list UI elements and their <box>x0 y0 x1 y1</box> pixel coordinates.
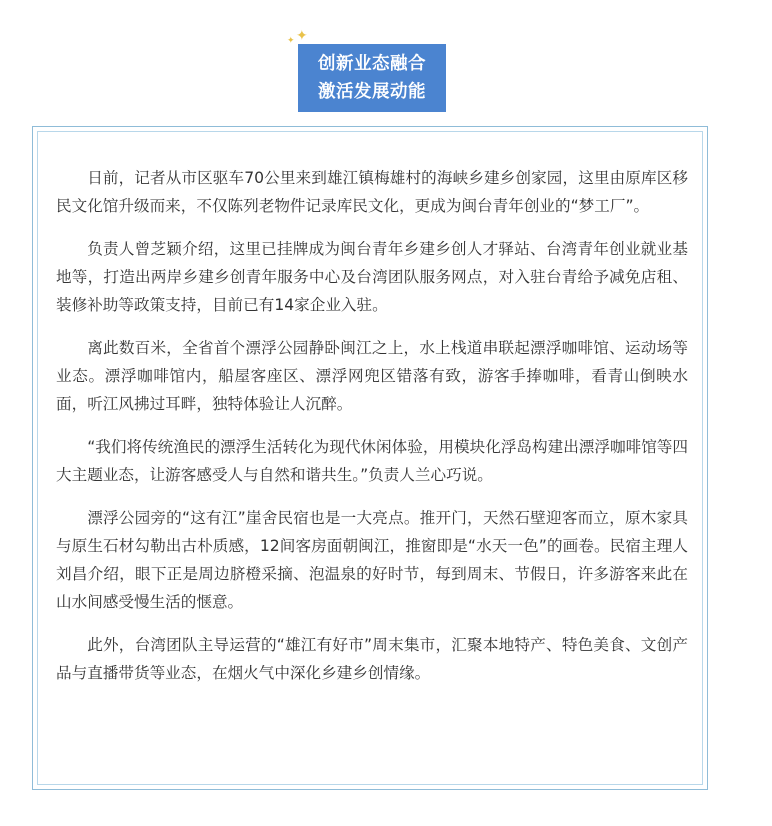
section-title-badge <box>298 44 446 112</box>
sparkle-small-icon: ✦ <box>287 36 295 46</box>
sparkle-icon: ✦ <box>296 28 308 44</box>
section-title-line-1: 创新业态融合 <box>318 54 426 74</box>
article-paragraph: 日前，记者从市区驱车70公里来到雄江镇梅雄村的海峡乡建乡创家园，这里由原库区移民文化馆升级而来，不仅陈列老物件记录库民文化，更成为闽台青年创业的“梦工厂”。 <box>56 169 688 215</box>
article-paragraph: “我们将传统渔民的漂浮生活转化为现代休闲体验，用模块化浮岛构建出漂浮咖啡馆等四大主题业态，让游客感受人与自然和谐共生。”负责人兰心巧说。 <box>56 438 688 484</box>
article-paragraph: 离此数百米，全省首个漂浮公园静卧闽江之上，水上栈道串联起漂浮咖啡馆、运动场等业态。漂浮咖啡馆内，船屋客座区、漂浮网兜区错落有致，游客手捧咖啡，看青山倒映水面，听江风拂过耳畔，独特体验让人沉醉。 <box>56 339 688 413</box>
article-body <box>56 164 688 702</box>
article-paragraph: 此外，台湾团队主导运营的“雄江有好市”周末集市，汇聚本地特产、特色美食、文创产品与直播带货等业态，在烟火气中深化乡建乡创情缘。 <box>56 636 688 682</box>
article-paragraph: 负责人曾芝颖介绍，这里已挂牌成为闽台青年乡建乡创人才驿站、台湾青年创业就业基地等，打造出两岸乡建乡创青年服务中心及台湾团队服务网点，对入驻台青给予减免店租、装修补助等政策支持，目前已有14家企业入驻。 <box>56 240 688 314</box>
article-paragraph: 漂浮公园旁的“这有江”崖舍民宿也是一大亮点。推开门，天然石壁迎客而立，原木家具与原生石材勾勒出古朴质感，12间客房面朝闽江，推窗即是“水天一色”的画卷。民宿主理人刘昌介绍，眼下正是周边脐橙采摘、泡温泉的好时节，每到周末、节假日，许多游客来此在山水间感受慢生活的惬意。 <box>56 509 688 611</box>
section-title-line-2: 激活发展动能 <box>318 82 426 102</box>
